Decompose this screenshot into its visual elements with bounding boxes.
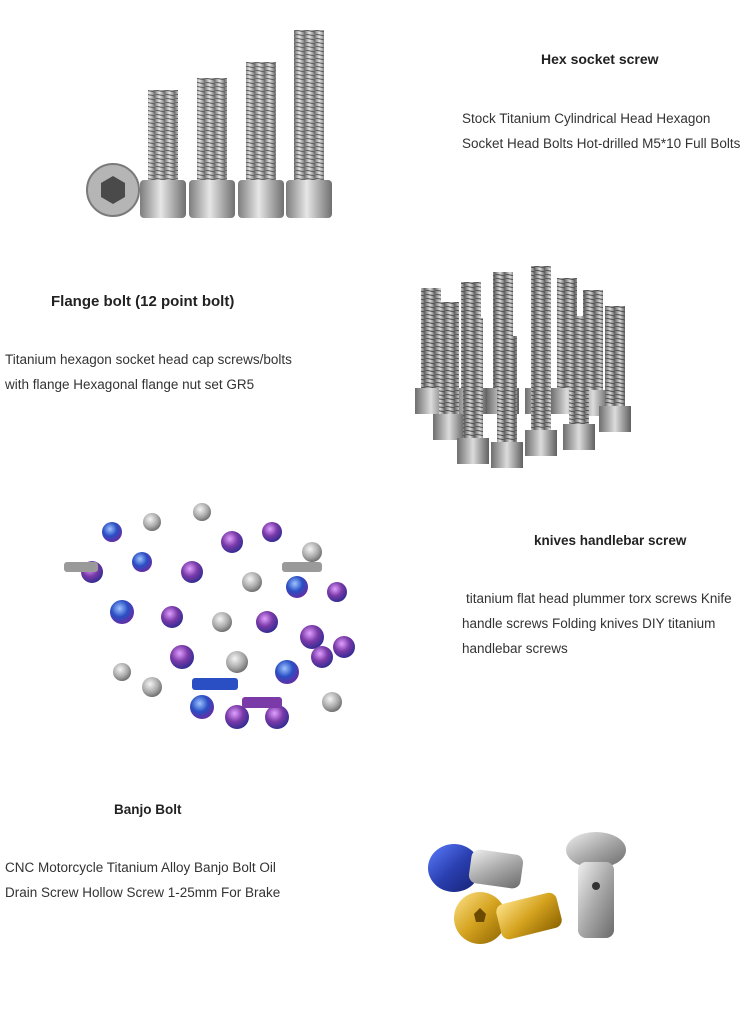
banjo-bolts-photo (420, 822, 640, 962)
torx-screws-photo (52, 492, 360, 752)
flange-bolt-description: Titanium hexagon socket head cap screws/bolts with flange Hexagonal flange nut set GR5 (5, 352, 292, 392)
banjo-bolt-description: CNC Motorcycle Titanium Alloy Banjo Bolt Oil Drain Screw Hollow Screw 1-25mm For Brake (5, 860, 281, 900)
hex-socket-screws-photo (85, 26, 335, 222)
flange-bolts-photo (405, 262, 640, 472)
hex-socket-description: Stock Titanium Cylindrical Head Hexagon Socket Head Bolts Hot-drilled M5*10 Full Bolts (462, 111, 741, 151)
knives-screw-title: knives handlebar screw (534, 533, 687, 548)
hex-socket-title: Hex socket screw (541, 51, 659, 67)
flange-bolt-title: Flange bolt (12 point bolt) (51, 293, 235, 310)
banjo-bolt-title: Banjo Bolt (114, 802, 182, 817)
knives-screw-description: titanium flat head plummer torx screws Knife handle screws Folding knives DIY titanium handlebar screws (462, 591, 732, 656)
